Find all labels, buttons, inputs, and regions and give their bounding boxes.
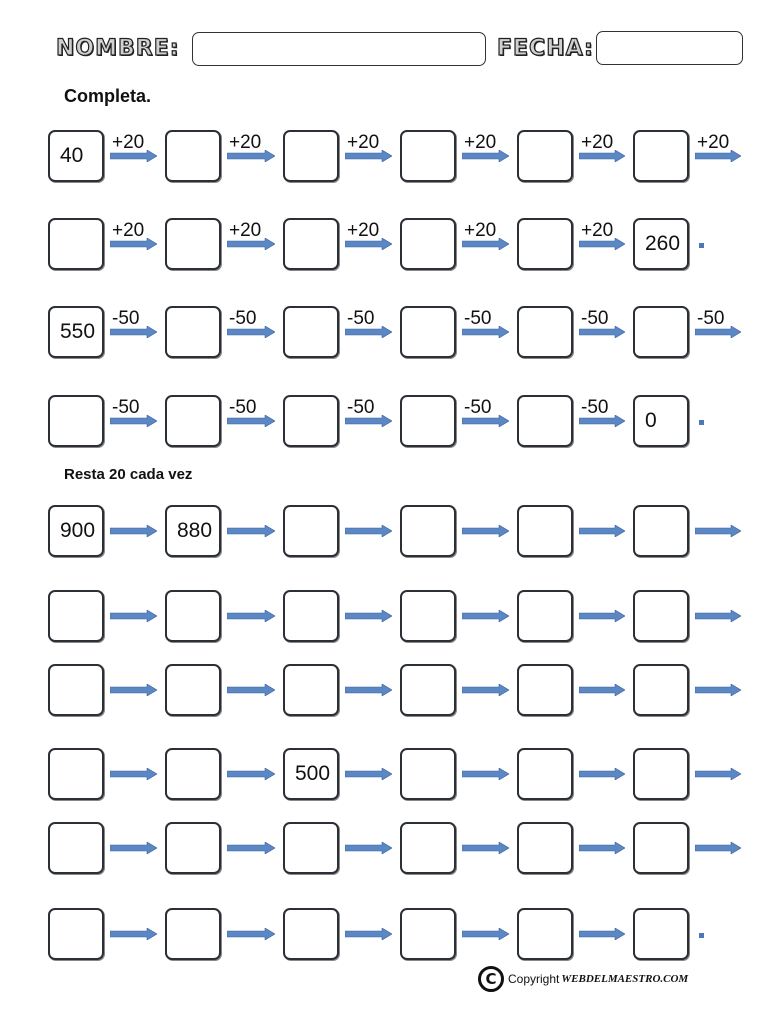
- right-arrow-icon: [579, 768, 625, 780]
- end-dot: [699, 933, 704, 938]
- right-arrow-icon: [345, 525, 392, 537]
- answer-box[interactable]: [633, 218, 689, 270]
- answer-box[interactable]: [165, 395, 221, 447]
- answer-box[interactable]: [283, 306, 339, 358]
- end-dot: [699, 420, 704, 425]
- answer-box[interactable]: [633, 590, 689, 642]
- right-arrow-icon: [462, 684, 509, 696]
- answer-box[interactable]: [400, 395, 456, 447]
- answer-box[interactable]: [633, 130, 689, 182]
- right-arrow-icon: [579, 525, 625, 537]
- right-arrow-icon: [345, 928, 392, 940]
- answer-box[interactable]: [48, 748, 104, 800]
- answer-box[interactable]: [633, 822, 689, 874]
- answer-box[interactable]: [400, 306, 456, 358]
- copyright-icon: C: [478, 966, 504, 992]
- answer-box[interactable]: [165, 218, 221, 270]
- operation-label: -50: [112, 308, 140, 329]
- box-value: 40: [60, 144, 84, 167]
- answer-box[interactable]: [283, 822, 339, 874]
- answer-box[interactable]: [400, 130, 456, 182]
- operation-label: +20: [581, 132, 614, 153]
- answer-box[interactable]: [283, 505, 339, 557]
- answer-box[interactable]: [400, 748, 456, 800]
- answer-box[interactable]: [283, 395, 339, 447]
- answer-box[interactable]: [400, 822, 456, 874]
- operation-label: +20: [229, 220, 262, 241]
- right-arrow-icon: [579, 928, 625, 940]
- date-label: FECHA:: [497, 36, 594, 61]
- answer-box[interactable]: [48, 395, 104, 447]
- operation-label: -50: [697, 308, 725, 329]
- right-arrow-icon: [110, 684, 157, 696]
- right-arrow-icon: [110, 610, 157, 622]
- answer-box[interactable]: [48, 590, 104, 642]
- right-arrow-icon: [110, 928, 157, 940]
- right-arrow-icon: [579, 684, 625, 696]
- answer-box[interactable]: [48, 306, 104, 358]
- answer-box[interactable]: [633, 908, 689, 960]
- right-arrow-icon: [227, 610, 275, 622]
- answer-box[interactable]: [517, 306, 573, 358]
- answer-box[interactable]: [165, 590, 221, 642]
- answer-box[interactable]: [48, 908, 104, 960]
- answer-box[interactable]: [165, 748, 221, 800]
- answer-box[interactable]: [517, 218, 573, 270]
- operation-label: +20: [347, 132, 380, 153]
- operation-label: -50: [464, 397, 492, 418]
- right-arrow-icon: [227, 768, 275, 780]
- operation-label: +20: [229, 132, 262, 153]
- right-arrow-icon: [227, 928, 275, 940]
- answer-box[interactable]: [400, 664, 456, 716]
- operation-label: +20: [112, 220, 145, 241]
- answer-box[interactable]: [400, 505, 456, 557]
- answer-box[interactable]: [400, 590, 456, 642]
- end-dot: [699, 243, 704, 248]
- answer-box[interactable]: [633, 664, 689, 716]
- operation-label: -50: [347, 308, 375, 329]
- answer-box[interactable]: [165, 822, 221, 874]
- answer-box[interactable]: [517, 822, 573, 874]
- right-arrow-icon: [695, 684, 741, 696]
- operation-label: -50: [229, 397, 257, 418]
- right-arrow-icon: [227, 525, 275, 537]
- answer-box[interactable]: [517, 908, 573, 960]
- right-arrow-icon: [579, 610, 625, 622]
- box-value: 550: [60, 320, 96, 343]
- right-arrow-icon: [579, 842, 625, 854]
- operation-label: -50: [229, 308, 257, 329]
- operation-label: +20: [581, 220, 614, 241]
- answer-box[interactable]: [517, 590, 573, 642]
- right-arrow-icon: [695, 842, 741, 854]
- answer-box[interactable]: [283, 218, 339, 270]
- answer-box[interactable]: [633, 395, 689, 447]
- operation-label: -50: [347, 397, 375, 418]
- right-arrow-icon: [462, 768, 509, 780]
- answer-box[interactable]: [633, 505, 689, 557]
- answer-box[interactable]: [48, 664, 104, 716]
- answer-box[interactable]: [517, 130, 573, 182]
- right-arrow-icon: [462, 842, 509, 854]
- copyright-footer: [478, 966, 688, 992]
- operation-label: -50: [581, 308, 609, 329]
- box-value: 260: [645, 232, 681, 255]
- operation-label: -50: [112, 397, 140, 418]
- right-arrow-icon: [110, 842, 157, 854]
- right-arrow-icon: [345, 842, 392, 854]
- right-arrow-icon: [462, 610, 509, 622]
- box-value: 900: [60, 519, 96, 542]
- right-arrow-icon: [695, 525, 741, 537]
- answer-box[interactable]: [633, 748, 689, 800]
- answer-box[interactable]: [517, 505, 573, 557]
- answer-box[interactable]: [48, 218, 104, 270]
- answer-box[interactable]: [633, 306, 689, 358]
- answer-box[interactable]: [165, 908, 221, 960]
- answer-box[interactable]: [283, 748, 339, 800]
- right-arrow-icon: [695, 610, 741, 622]
- operation-label: +20: [347, 220, 380, 241]
- answer-box[interactable]: [48, 505, 104, 557]
- answer-box[interactable]: [283, 130, 339, 182]
- answer-box[interactable]: [517, 664, 573, 716]
- answer-box[interactable]: [400, 908, 456, 960]
- operation-label: -50: [581, 397, 609, 418]
- right-arrow-icon: [227, 684, 275, 696]
- box-value: 880: [177, 519, 213, 542]
- copyright-site: WEBDELMAESTRO.COM: [561, 973, 689, 985]
- operation-label: +20: [464, 132, 497, 153]
- copyright-text: Copyright: [508, 972, 560, 986]
- box-value: 500: [295, 762, 331, 785]
- answer-box[interactable]: [48, 130, 104, 182]
- right-arrow-icon: [695, 768, 741, 780]
- right-arrow-icon: [462, 928, 509, 940]
- right-arrow-icon: [110, 525, 157, 537]
- answer-box[interactable]: [517, 395, 573, 447]
- section-title-resta: Resta 20 cada vez: [64, 466, 193, 483]
- operation-label: +20: [464, 220, 497, 241]
- right-arrow-icon: [345, 610, 392, 622]
- operation-label: +20: [697, 132, 730, 153]
- answer-box[interactable]: [165, 130, 221, 182]
- box-value: 0: [645, 409, 657, 432]
- answer-box[interactable]: [283, 590, 339, 642]
- answer-box[interactable]: [48, 822, 104, 874]
- right-arrow-icon: [110, 768, 157, 780]
- right-arrow-icon: [345, 768, 392, 780]
- answer-box[interactable]: [400, 218, 456, 270]
- answer-box[interactable]: [283, 908, 339, 960]
- operation-label: +20: [112, 132, 145, 153]
- right-arrow-icon: [462, 525, 509, 537]
- date-field[interactable]: [596, 31, 743, 65]
- answer-box[interactable]: [283, 664, 339, 716]
- answer-box[interactable]: [165, 505, 221, 557]
- name-label: NOMBRE:: [56, 36, 180, 61]
- answer-box[interactable]: [165, 664, 221, 716]
- right-arrow-icon: [227, 842, 275, 854]
- operation-label: -50: [464, 308, 492, 329]
- answer-box[interactable]: [165, 306, 221, 358]
- right-arrow-icon: [345, 684, 392, 696]
- section-title-completa: Completa.: [64, 86, 152, 106]
- answer-box[interactable]: [517, 748, 573, 800]
- name-field[interactable]: [192, 32, 486, 66]
